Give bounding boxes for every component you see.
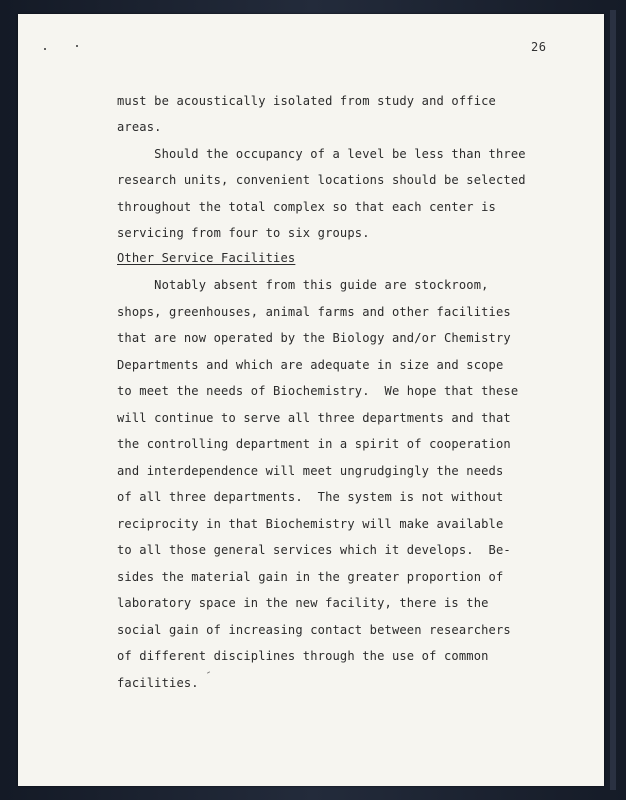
text-line: areas. [117,120,162,134]
text-line: shops, greenhouses, animal farms and other facilities [117,305,511,319]
text-line: Notably absent from this guide are stockroom, [117,278,489,292]
text-line: sides the material gain in the greater proportion of [117,570,504,584]
text-line: to all those general services which it develops. Be- [117,543,511,557]
section-heading: Other Service Facilities [117,251,296,265]
text-line: will continue to serve all three departments and that [117,411,511,425]
text-line: throughout the total complex so that each center is [117,200,496,214]
text-line: that are now operated by the Biology and/or Chemistry [117,331,511,345]
text-line: Should the occupancy of a level be less than three [117,147,526,161]
text-line: reciprocity in that Biochemistry will make available [117,517,504,531]
text-line: research units, convenient locations should be selected [117,173,526,187]
text-line: facilities. [117,676,199,690]
text-line: social gain of increasing contact between researchers [117,623,511,637]
text-line: Departments and which are adequate in size and scope [117,358,504,372]
margin-mark [76,45,78,47]
document-page [18,14,604,786]
text-line: the controlling department in a spirit of cooperation [117,437,511,451]
text-line: must be acoustically isolated from study and office [117,94,496,108]
text-line: of all three departments. The system is not without [117,490,504,504]
text-line: and interdependence will meet ungrudgingly the needs [117,464,504,478]
scan-edge [610,10,616,790]
ink-speck [207,671,210,673]
text-line: servicing from four to six groups. [117,226,370,240]
text-line: laboratory space in the new facility, there is the [117,596,489,610]
margin-mark [44,48,46,50]
page-number: 26 [531,40,547,54]
text-line: to meet the needs of Biochemistry. We hope that these [117,384,519,398]
text-line: of different disciplines through the use of common [117,649,489,663]
